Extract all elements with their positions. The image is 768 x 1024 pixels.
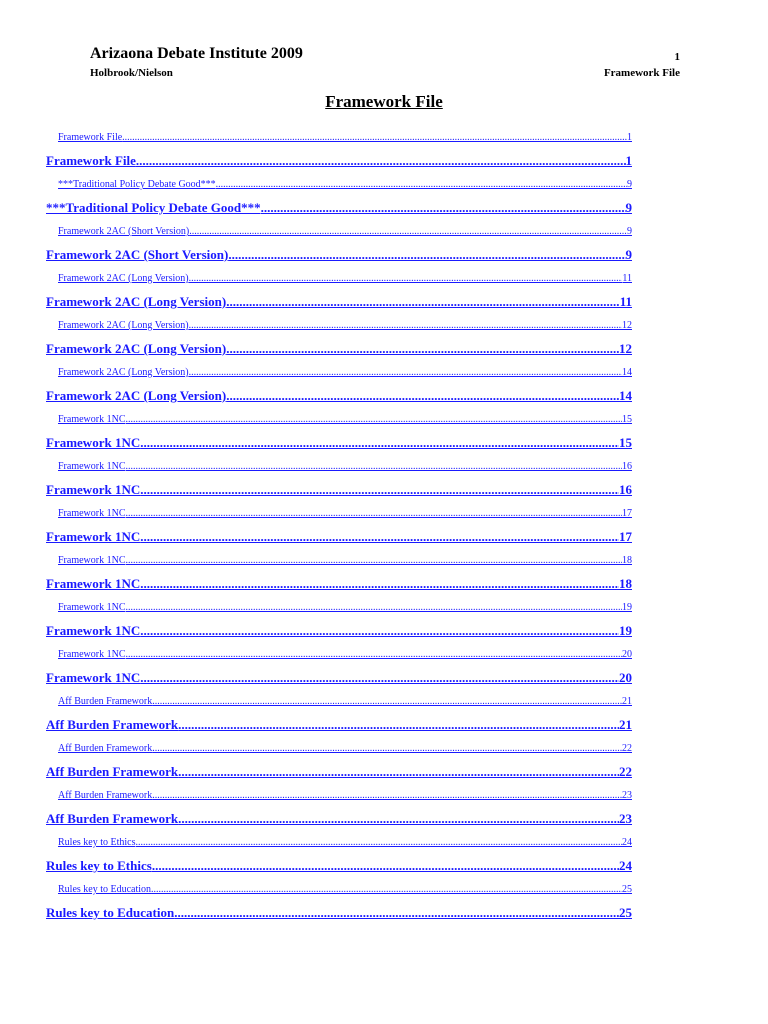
toc-dot-leader	[151, 880, 622, 899]
toc-entry-label: Rules key to Education	[46, 905, 175, 920]
toc-entry-heading[interactable]	[46, 852, 632, 880]
file-label: Framework File	[603, 67, 680, 79]
toc-entry-label: Framework File	[46, 153, 136, 168]
toc-entry-label: Framework 1NC	[46, 623, 141, 638]
toc-entry-page-number: 23	[619, 811, 632, 826]
toc-entry-subheading[interactable]	[58, 833, 632, 852]
toc-entry-label: Framework 1NC	[46, 576, 141, 591]
toc-entry-page-number: 19	[619, 623, 632, 638]
toc-entry-label: Aff Burden Framework	[46, 764, 179, 779]
toc-entry-page-number: 19	[622, 602, 632, 613]
toc-entry-heading[interactable]	[46, 288, 632, 316]
toc-dot-leader	[152, 852, 619, 880]
toc-dot-leader	[189, 316, 622, 335]
toc-entry-page-number: 14	[622, 367, 632, 378]
toc-entry-page-number: 23	[622, 790, 632, 801]
toc-entry-label: Framework 2AC (Long Version)	[46, 341, 227, 356]
toc-entry-label: Framework 1NC	[58, 602, 126, 613]
page-number: 1	[674, 51, 680, 63]
toc-entry-heading[interactable]	[46, 382, 632, 410]
toc-entry-subheading[interactable]	[58, 457, 632, 476]
toc-entry-label: Rules key to Ethics	[58, 837, 136, 848]
toc-dot-leader	[228, 241, 625, 269]
toc-entry-page-number: 12	[622, 320, 632, 331]
toc-dot-leader	[216, 175, 627, 194]
toc-entry-page-number: 11	[622, 273, 632, 284]
toc-entry-subheading[interactable]	[58, 316, 632, 335]
toc-entry-page-number: 1	[627, 132, 632, 143]
toc-entry-page-number: 22	[619, 764, 632, 779]
toc-entry-label: Aff Burden Framework	[58, 696, 153, 707]
toc-dot-leader	[189, 222, 627, 241]
toc-dot-leader	[261, 194, 626, 222]
toc-entry-subheading[interactable]	[58, 410, 632, 429]
toc-entry-heading[interactable]	[46, 523, 632, 551]
toc-entry-label: Framework 1NC	[58, 508, 126, 519]
toc-entry-page-number: 9	[627, 226, 632, 237]
toc-entry-page-number: 15	[622, 414, 632, 425]
toc-dot-leader	[189, 363, 622, 382]
toc-entry-page-number: 15	[619, 435, 632, 450]
toc-entry-label: Framework 1NC	[46, 435, 141, 450]
toc-dot-leader	[178, 711, 619, 739]
toc-dot-leader	[178, 805, 619, 833]
toc-entry-page-number: 9	[627, 179, 632, 190]
toc-entry-page-number: 12	[619, 341, 632, 356]
toc-dot-leader	[189, 269, 623, 288]
toc-entry-label: Framework 2AC (Short Version)	[58, 226, 190, 237]
page-header	[90, 45, 680, 85]
toc-dot-leader	[174, 899, 619, 927]
toc-dot-leader	[140, 617, 619, 645]
toc-entry-page-number: 24	[619, 858, 632, 873]
toc-entry-page-number: 20	[619, 670, 632, 685]
toc-entry-label: Framework 2AC (Long Version)	[58, 367, 189, 378]
toc-entry-label: Framework 2AC (Long Version)	[58, 273, 189, 284]
toc-entry-heading[interactable]	[46, 194, 632, 222]
toc-entry-label: Aff Burden Framework	[46, 811, 179, 826]
toc-dot-leader	[140, 476, 619, 504]
toc-entry-subheading[interactable]	[58, 739, 632, 758]
toc-entry-subheading[interactable]	[58, 880, 632, 899]
toc-entry-heading[interactable]	[46, 476, 632, 504]
toc-dot-leader	[126, 457, 623, 476]
toc-entry-page-number: 9	[625, 247, 632, 262]
toc-entry-subheading[interactable]	[58, 598, 632, 617]
table-of-contents	[46, 128, 632, 927]
toc-dot-leader	[126, 598, 623, 617]
toc-entry-subheading[interactable]	[58, 363, 632, 382]
toc-entry-label: Framework 1NC	[58, 555, 126, 566]
toc-entry-subheading[interactable]	[58, 645, 632, 664]
toc-entry-heading[interactable]	[46, 711, 632, 739]
toc-entry-label: Framework 1NC	[58, 461, 126, 472]
toc-entry-page-number: 16	[622, 461, 632, 472]
toc-entry-page-number: 20	[622, 649, 632, 660]
toc-dot-leader	[226, 288, 620, 316]
toc-dot-leader	[152, 786, 622, 805]
toc-entry-page-number: 22	[622, 743, 632, 754]
document-title: Framework File	[325, 92, 443, 111]
toc-entry-label: Framework 1NC	[46, 670, 141, 685]
toc-entry-label: Framework 1NC	[46, 482, 141, 497]
toc-entry-heading[interactable]	[46, 335, 632, 363]
toc-entry-page-number: 25	[619, 905, 632, 920]
toc-entry-label: Framework 2AC (Short Version)	[46, 247, 229, 262]
toc-entry-heading[interactable]	[46, 241, 632, 269]
toc-dot-leader	[140, 570, 619, 598]
toc-entry-page-number: 16	[619, 482, 632, 497]
toc-entry-heading[interactable]	[46, 805, 632, 833]
toc-entry-page-number: 21	[619, 717, 632, 732]
toc-entry-subheading[interactable]	[58, 175, 632, 194]
toc-entry-heading[interactable]	[46, 147, 632, 175]
toc-entry-page-number: 14	[619, 388, 632, 403]
toc-entry-subheading[interactable]	[58, 786, 632, 805]
toc-entry-label: ***Traditional Policy Debate Good***	[58, 179, 216, 190]
toc-entry-label: Rules key to Ethics	[46, 858, 152, 873]
toc-dot-leader	[178, 758, 619, 786]
toc-entry-label: Framework 2AC (Long Version)	[58, 320, 189, 331]
toc-entry-label: Framework 1NC	[58, 414, 126, 425]
toc-entry-page-number: 17	[619, 529, 632, 544]
toc-entry-heading[interactable]	[46, 617, 632, 645]
toc-entry-heading[interactable]	[46, 664, 632, 692]
toc-entry-page-number: 25	[622, 884, 632, 895]
toc-entry-subheading[interactable]	[58, 692, 632, 711]
toc-entry-subheading[interactable]	[58, 128, 632, 147]
toc-entry-heading[interactable]	[46, 429, 632, 457]
toc-entry-page-number: 18	[622, 555, 632, 566]
toc-entry-label: Aff Burden Framework	[58, 743, 153, 754]
toc-entry-page-number: 11	[619, 294, 632, 309]
toc-entry-label: Framework 1NC	[46, 529, 141, 544]
toc-entry-subheading[interactable]	[58, 269, 632, 288]
toc-entry-page-number: 21	[622, 696, 632, 707]
toc-entry-label: ***Traditional Policy Debate Good***	[46, 200, 261, 215]
toc-entry-label: Framework 2AC (Long Version)	[46, 388, 227, 403]
toc-entry-subheading[interactable]	[58, 504, 632, 523]
toc-entry-label: Aff Burden Framework	[58, 790, 153, 801]
toc-entry-label: Aff Burden Framework	[46, 717, 179, 732]
toc-entry-heading[interactable]	[46, 758, 632, 786]
toc-dot-leader	[152, 739, 622, 758]
toc-entry-page-number: 17	[622, 508, 632, 519]
toc-entry-label: Framework 2AC (Long Version)	[46, 294, 227, 309]
toc-dot-leader	[140, 664, 619, 692]
toc-entry-subheading[interactable]	[58, 222, 632, 241]
toc-entry-heading[interactable]	[46, 570, 632, 598]
toc-dot-leader	[122, 128, 627, 147]
toc-entry-heading[interactable]	[46, 899, 632, 927]
toc-dot-leader	[152, 692, 622, 711]
toc-dot-leader	[136, 833, 623, 852]
institute-title: Arizaona Debate Institute 2009	[90, 45, 303, 62]
toc-dot-leader	[126, 551, 623, 570]
toc-entry-page-number: 24	[622, 837, 632, 848]
authors-line: Holbrook/Nielson	[90, 67, 173, 79]
toc-dot-leader	[126, 504, 623, 523]
toc-entry-page-number: 9	[625, 200, 632, 215]
toc-dot-leader	[226, 335, 619, 363]
toc-entry-page-number: 18	[619, 576, 632, 591]
toc-dot-leader	[140, 523, 619, 551]
toc-dot-leader	[226, 382, 619, 410]
toc-dot-leader	[136, 147, 626, 175]
toc-dot-leader	[126, 410, 623, 429]
toc-dot-leader	[126, 645, 623, 664]
toc-entry-label: Framework File	[58, 132, 123, 143]
toc-entry-label: Rules key to Education	[58, 884, 152, 895]
toc-dot-leader	[140, 429, 619, 457]
toc-entry-page-number: 1	[625, 153, 632, 168]
toc-entry-subheading[interactable]	[58, 551, 632, 570]
toc-entry-label: Framework 1NC	[58, 649, 126, 660]
